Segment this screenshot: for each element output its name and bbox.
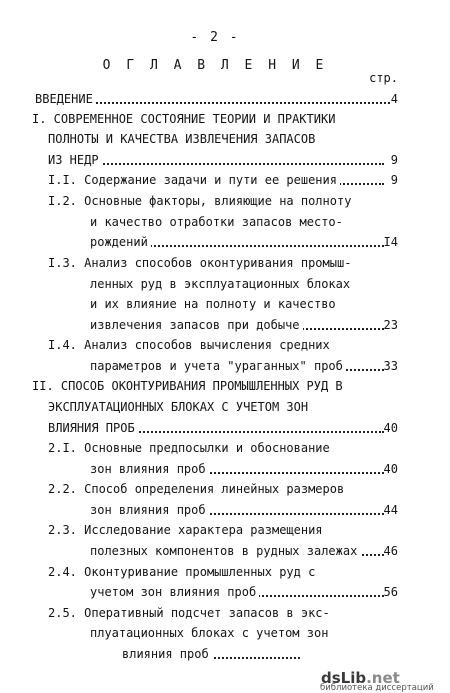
toc-entry-text: параметров и учета "ураганных" проб [90,358,384,374]
toc-entry-text: 2.3. Исследование характера размещения [48,523,323,537]
toc-entry-text: полезных компонентов в рудных залежах [90,543,384,559]
toc-entry-page: 46 [383,544,398,558]
toc-entry-text: I.3. Анализ способов оконтуривания промыш- [48,256,352,270]
toc-entry-text: ВЛИЯНИЯ ПРОБ [48,420,384,436]
toc-title: О Г Л А В Л Е Н И Е [102,58,328,73]
toc-entry-page: 44 [383,503,398,517]
page-number: - 2 - [190,30,240,45]
toc-entry-text: 2.2. Способ определения линейных размеров [48,482,345,496]
toc-entry-page: 9 [390,173,398,187]
toc-entry-text: I. СОВРЕМЕННОЕ СОСТОЯНИЕ ТЕОРИИ И ПРАКТИКИ [32,112,336,126]
page-column-label: стр. [369,71,398,85]
toc-entry-text: учетом зон влияния проб [90,584,384,600]
toc-entry-text: ИЗ НЕДР [48,152,384,168]
toc-entry-page: 56 [383,585,398,599]
toc-entry-text: 2.4. Оконтуривание промышленных руд с [48,565,316,579]
toc-entry-text: плуатационных блоках с учетом зон [90,626,329,640]
toc-entry-text: II. СПОСОБ ОКОНТУРИВАНИЯ ПРОМЫШЛЕННЫХ РУД В [32,379,343,393]
logo-tld: .net [366,669,400,687]
toc-entry-text: ВВЕДЕНИЕ [35,91,398,107]
toc-entry-text: ленных руд в эксплуатационных блоках [90,277,351,291]
toc-entry-text: I.2. Основные факторы, влияющие на полноту [48,194,352,208]
site-subtitle: библиотека диссертаций [320,683,434,693]
toc-entry-page: 4 [390,92,398,106]
toc-entry-page: 23 [383,318,398,332]
toc-entry-text: зон влияния проб [90,502,384,518]
toc-entry-text: I.I. Содержание задачи и пути ее решения [48,172,384,188]
toc-entry-page: 33 [383,359,398,373]
toc-entry-text: извлечения запасов при добыче [90,317,384,333]
logo-main: dsLib [321,669,367,687]
toc-entry-page: 40 [383,462,398,476]
toc-entry-page: 9 [390,153,398,167]
toc-entry-page: I4 [383,235,398,249]
toc-entry-text: I.4. Анализ способов вычисления средних [48,338,330,352]
toc-entry-text: и их влияние на полноту и качество [90,297,336,311]
toc-entry-text: 2.I. Основные предпосылки и обоснование [48,441,330,455]
toc-entry-text: рождений [90,234,384,250]
toc-entry-page: 40 [383,421,398,435]
toc-entry-text: ПОЛНОТЫ И КАЧЕСТВА ИЗВЛЕЧЕНИЯ ЗАПАСОВ [48,132,316,146]
toc-entry-text: зон влияния проб [90,461,384,477]
toc-entry-text: и качество отработки запасов место- [90,215,343,229]
toc-entry-text: 2.5. Оперативный подсчет запасов в экс- [48,606,330,620]
toc-entry-text: влияния проб [122,646,300,662]
toc-entry-text: ЭКСПЛУАТАЦИОННЫХ БЛОКАХ С УЧЕТОМ ЗОН [48,400,309,414]
